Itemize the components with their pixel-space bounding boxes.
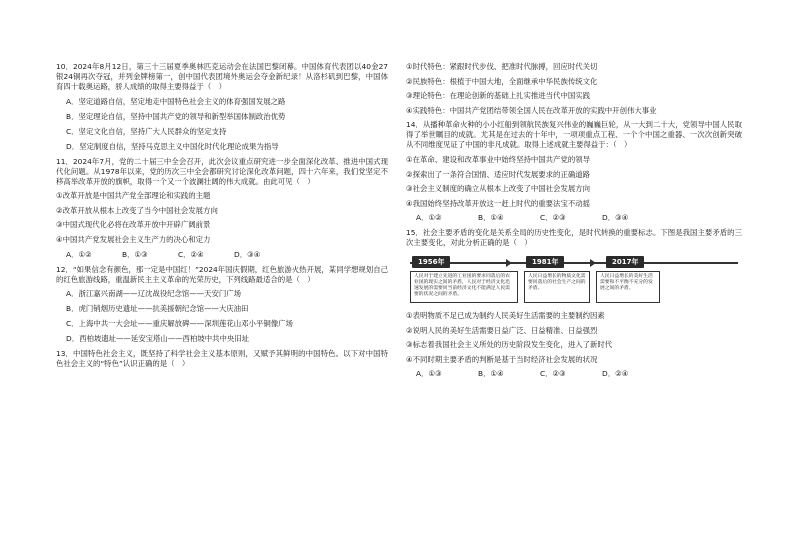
- timeline-year-1981: 1981年: [526, 256, 564, 268]
- question-12: [56, 265, 388, 345]
- option-b: B．虎门销烟历史遗址——抗美援朝纪念馆——大庆油田: [66, 304, 249, 314]
- statement-2: ②民族特色：根植于中国大地，全面继承中华民族传统文化: [406, 76, 598, 86]
- arrow-icon: [506, 259, 512, 267]
- statement-1: ①改革开放是中国共产党全部理论和实践的主题: [56, 191, 211, 201]
- question-stem: 12．“如果信念有颜色，那一定是中国红！”2024年国庆假期，红色旅游火热开展，某同学想规划自己的红色旅游线路，重温新民主主义革命的光荣历史，下列线路最适合的是（ ）: [56, 264, 388, 284]
- option-d: D．坚定制度自信，坚持马克思主义中国化时代化理论成果为指导: [66, 141, 279, 151]
- question-stem: 14．从播种革命火种的小小红船到领航民族复兴伟业的巍巍巨轮，从一大到二十大，党领导中国人民取得了举世瞩目的成就。尤其是在过去的十年中，一项项重点工程、一个个中国之重器、一次次创新突破从不同维度见证了中国的非凡成就。取得上述成就主要得益于：（ ）: [406, 120, 742, 150]
- statement-4: ④不同时期主要矛盾的判断是基于当时经济社会发展的状况: [406, 354, 598, 364]
- timeline-box-2017: 人民日益增长的美好生活需要和不平衡不充分的发展之间的矛盾。: [596, 271, 660, 303]
- statement-4: ④实践特色：中国共产党团结带领全国人民在改革开放的实践中开创伟大事业: [406, 105, 657, 115]
- question-10: [56, 62, 388, 152]
- choice-a: A．①②: [416, 213, 442, 223]
- timeline-line: [410, 262, 738, 264]
- option-c: C．坚定文化自信，坚持广大人民群众的坚定支持: [66, 126, 227, 136]
- option-a: A．坚定道路自信，坚定地走中国特色社会主义的体育强国发展之路: [66, 96, 286, 106]
- choice-d: D．③④: [602, 213, 629, 223]
- statement-4: ④中国共产党发展社会主义生产力的决心和定力: [56, 234, 211, 244]
- statement-2: ②说明人民的美好生活需要日益广泛、日益精准、日益强烈: [406, 325, 598, 335]
- option-a: A．浙江嘉兴南湖——辽沈战役纪念馆——天安门广场: [66, 289, 242, 299]
- question-13-statements: [406, 62, 742, 116]
- statement-3: ③社会主义制度的确立从根本上改变了中国社会发展方向: [406, 184, 591, 194]
- statement-2: ②改革开放从根本上改变了当今中国社会发展方向: [56, 205, 218, 215]
- option-b: B．坚定理论自信，坚持中国共产党的领导和新型举国体制政治优势: [66, 111, 286, 121]
- question-13: [56, 349, 388, 369]
- choice-d: D．③④: [234, 249, 261, 259]
- choice-b: B．①③: [122, 249, 148, 259]
- question-stem: 13．中国特色社会主义，既坚持了科学社会主义基本原则，又赋予其鲜明的中国特色。以下对中国特色社会主义的“特色”认识正确的是（ ）: [56, 349, 388, 369]
- answer-choices: [406, 369, 742, 379]
- question-stem: 11．2024年7月，党的二十届三中全会召开，此次会议重点研究进一步全面深化改革、推进中国式现代化问题。从1978年以来，党的历次三中全会都研究讨论深化改革问题，四十六年来，我们党坚定不移高举改革开放的旗帜，取得一个又一个波澜壮阔的伟大成就。由此可见（ ）: [56, 156, 388, 186]
- statement-4: ④我国始终坚持改革开放这一赶上时代的重要法宝不动摇: [406, 198, 591, 208]
- statement-3: ③标志着我国社会主义所处的历史阶段发生变化，进入了新时代: [406, 340, 613, 350]
- timeline-box-1956: 人民对于建立先进的工业国的要求同落后的农业国的现实之间的矛盾，人民对于经济文化迅速发展的需要同当前经济文化不能满足人民需要的状况之间的矛盾。: [410, 271, 518, 303]
- timeline-year-2017: 2017年: [606, 256, 644, 268]
- choice-b: B．①④: [478, 213, 504, 223]
- choice-c: C．②③: [540, 213, 566, 223]
- left-column: [56, 62, 388, 374]
- question-14: [406, 120, 742, 223]
- question-stem: 15．社会主要矛盾的变化是关系全局的历史性变化，是时代转换的重要标志。下图是我国主要矛盾的三次主要变化，对此分析正确的是（ ）: [406, 228, 742, 248]
- right-column: [406, 62, 742, 384]
- statement-3: ③理论特色：在理论创新的基础上扎实推进当代中国实践: [406, 91, 591, 101]
- statement-3: ③中国式现代化必将在改革开放中开辟广阔前景: [56, 220, 211, 230]
- choice-c: C．②③: [540, 369, 566, 379]
- statement-2: ②探索出了一条符合国情、适应时代发展要求的正确道路: [406, 169, 591, 179]
- contradiction-timeline: [406, 253, 742, 305]
- answer-choices: [406, 213, 742, 223]
- answer-choices: [56, 250, 388, 260]
- question-stem: 10．2024年8月12日，第三十三届夏季奥林匹克运动会在法国巴黎闭幕。中国体育代表团以40金27银24铜再次夺冠，并列金牌榜第一，创中国代表团境外奥运会夺金新纪录！从洛杉矶到巴黎，中国体育四十载奥运路，骄人成绩的取得主要得益于（ ）: [56, 62, 388, 91]
- choice-c: C．②④: [178, 249, 204, 259]
- choice-a: A．①③: [416, 369, 442, 379]
- timeline-year-1956: 1956年: [412, 256, 450, 268]
- statement-1: ①在革命、建设和改革事业中始终坚持中国共产党的领导: [406, 154, 591, 164]
- arrow-icon: [590, 259, 596, 267]
- question-11: [56, 157, 388, 260]
- option-c: C．上海中共一大会址——重庆解放碑——深圳莲花山邓小平铜像广场: [66, 319, 293, 329]
- question-15: [406, 228, 742, 379]
- choice-d: D．②④: [602, 369, 629, 379]
- choice-b: B．①④: [478, 369, 504, 379]
- statement-1: ①时代特色：紧跟时代步伐、把准时代脉搏，回应时代关切: [406, 62, 598, 71]
- statement-1: ①表明物质不足已成为制约人民美好生活需要的主要制约因素: [406, 310, 605, 320]
- timeline-box-1981: 人民日益增长的物质文化需要同落后的社会生产之间的矛盾。: [524, 271, 590, 303]
- option-d: D．西柏坡遗址——延安宝塔山——西柏坡中共中央旧址: [66, 334, 250, 344]
- choice-a: A．①②: [66, 249, 92, 259]
